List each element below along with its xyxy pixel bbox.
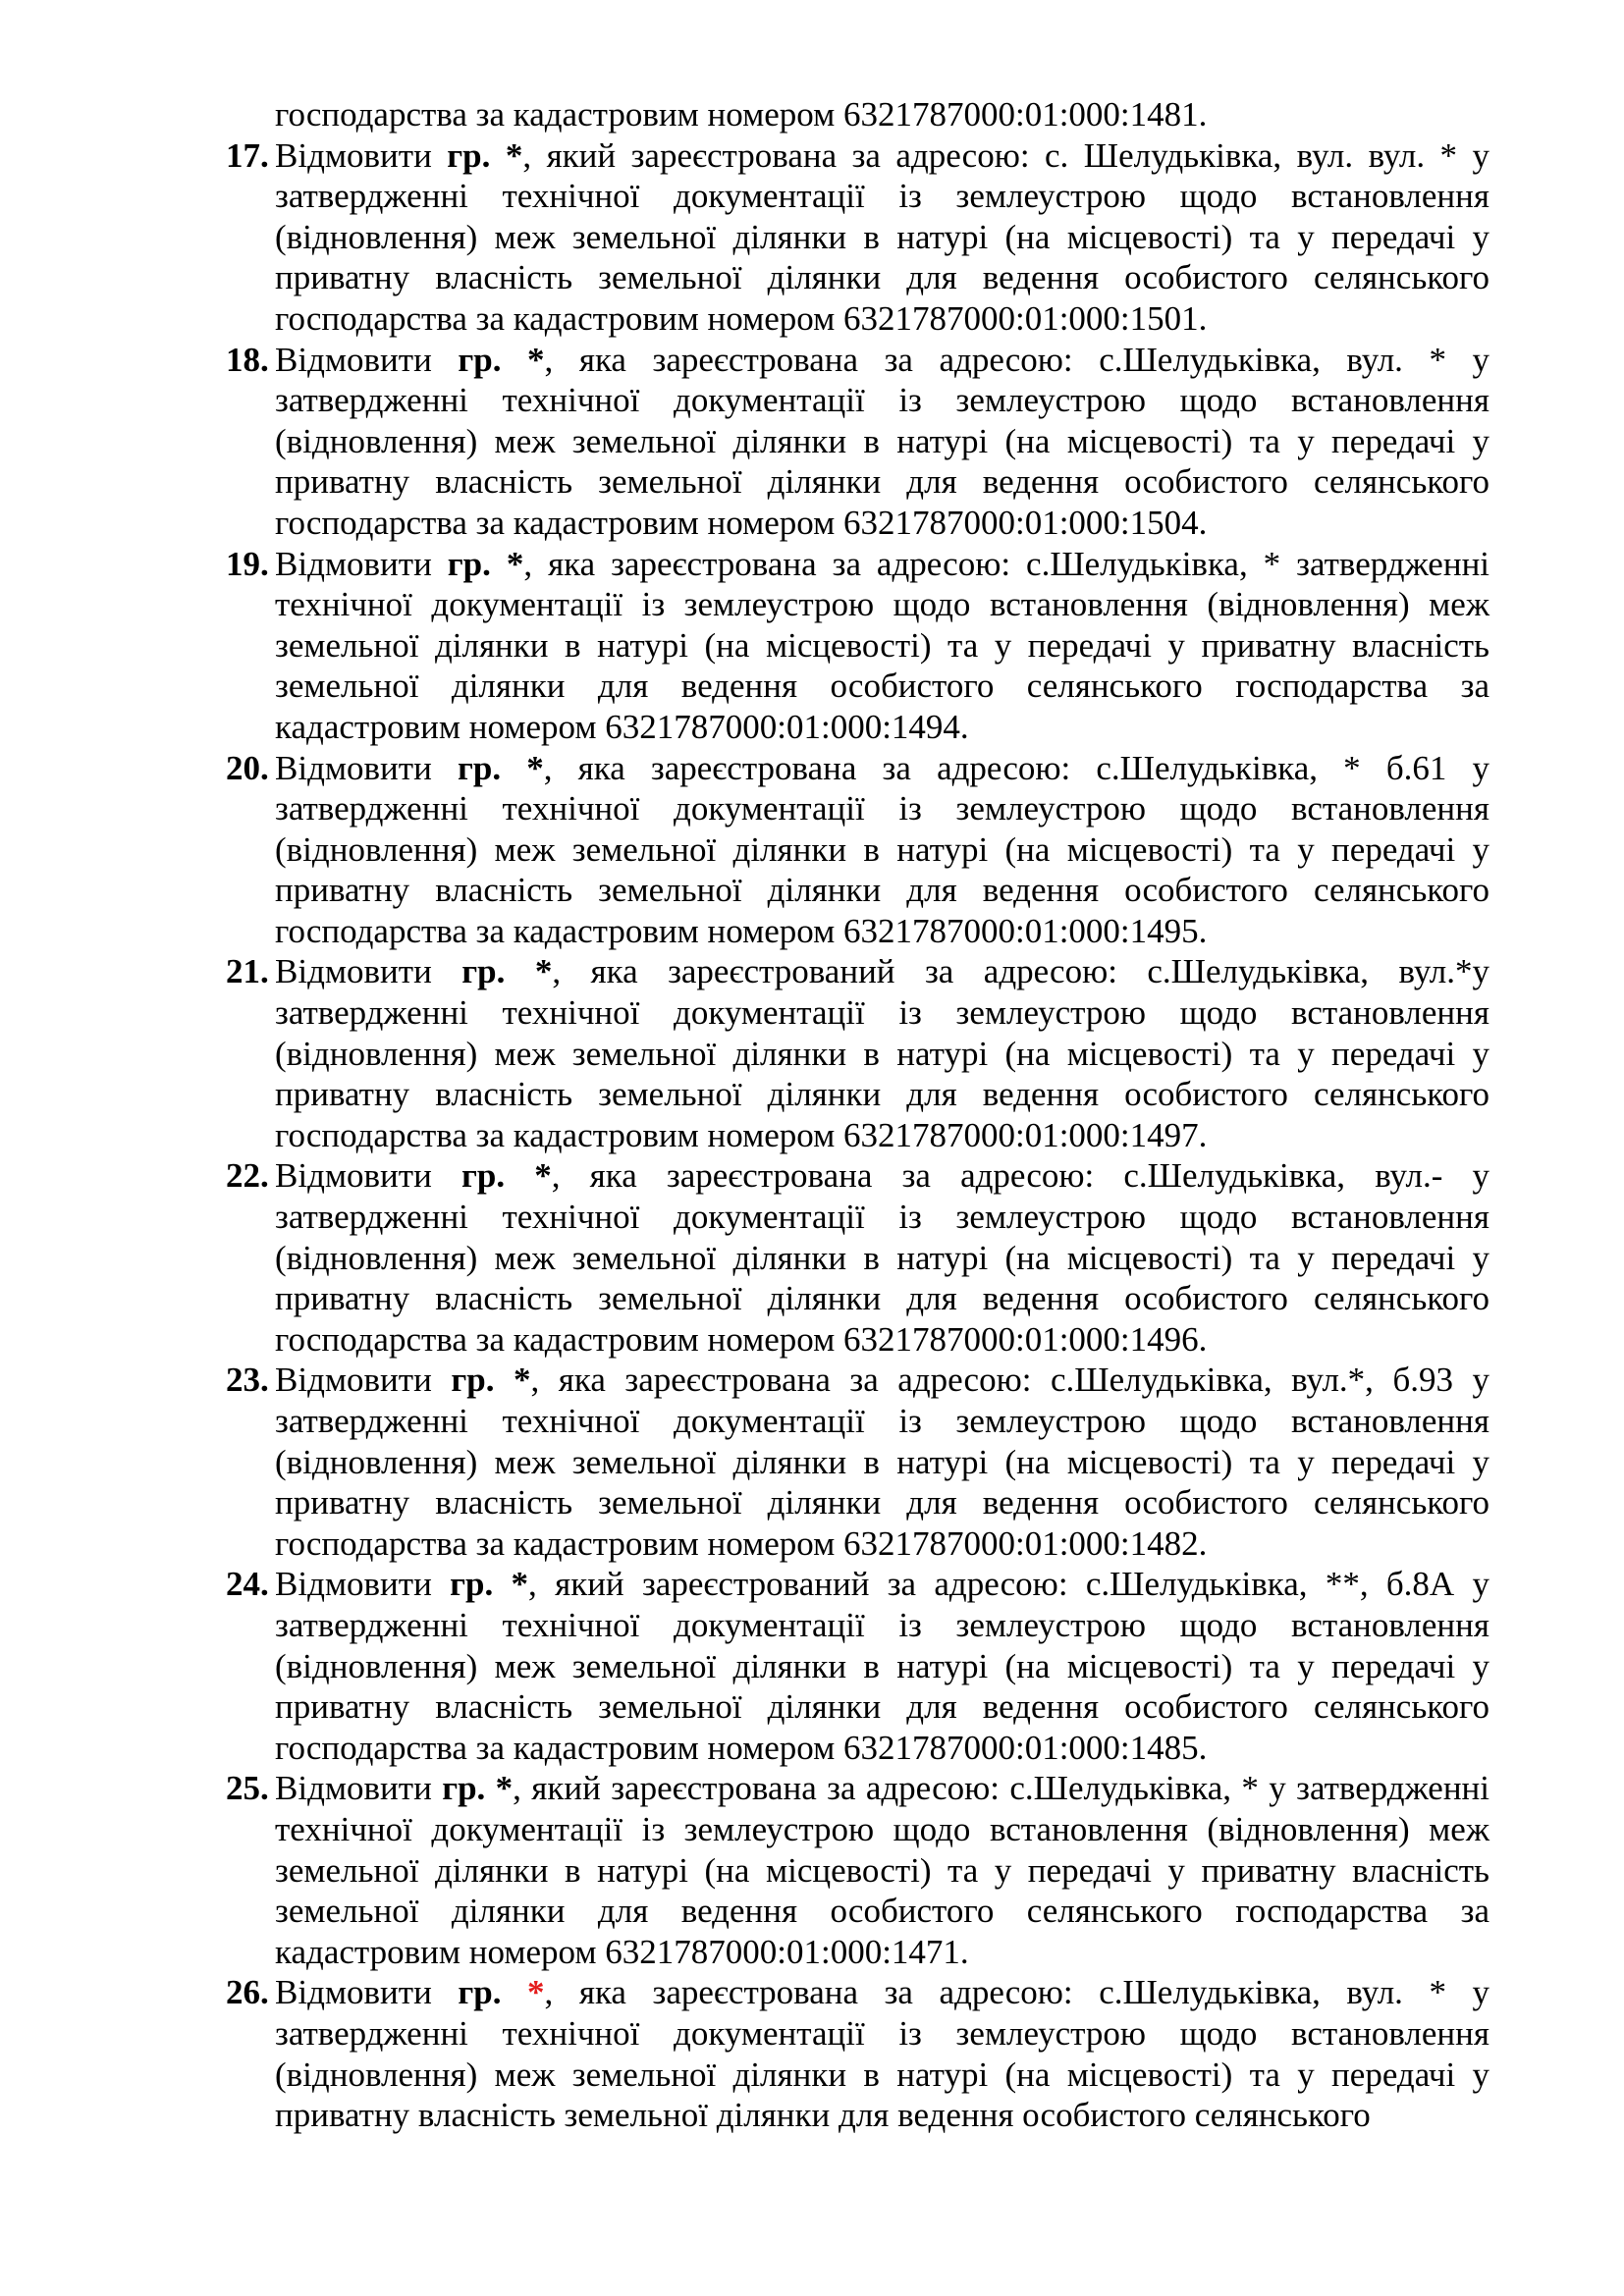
- item-number: 17.: [226, 135, 269, 175]
- item-number: 18.: [226, 340, 269, 379]
- list-item: [226, 1768, 1489, 1972]
- list-item: [226, 748, 1489, 952]
- item-verb: Відмовити: [275, 1361, 432, 1400]
- redacted-name: *: [534, 1156, 552, 1196]
- list-item: [226, 1360, 1489, 1564]
- redacted-name: *: [534, 952, 553, 991]
- list-item: [226, 544, 1489, 748]
- citizen-label: гр.: [460, 1156, 506, 1196]
- citizen-label: гр.: [458, 1973, 502, 2012]
- item-number: 26.: [226, 1973, 269, 2012]
- citizen-label: гр.: [447, 544, 491, 583]
- citizen-label: гр.: [458, 340, 502, 379]
- item-number: 19.: [226, 544, 269, 583]
- item-verb: Відмовити: [275, 1769, 432, 1808]
- list-item: [226, 1155, 1489, 1360]
- item-verb: Відмовити: [275, 748, 432, 787]
- citizen-label: гр.: [447, 135, 491, 175]
- item-text: , яка зареєстрована за адресою: с.Шелудьківка, вул. * у затвердженні технічної документації із землеустрою щодо встановлення (відновлення) меж земельної ділянки в натурі (на місцевості) та у передачі у приватну власність земельної ділянки для ведення особистого селянського: [275, 1973, 1490, 2135]
- citizen-label: гр.: [442, 1769, 486, 1808]
- item-number: 25.: [226, 1769, 269, 1808]
- item-number: 21.: [226, 952, 269, 991]
- item-verb: Відмовити: [275, 340, 432, 379]
- list-item: [226, 1972, 1489, 2135]
- redacted-name: *: [526, 748, 544, 787]
- item-number: 23.: [226, 1361, 269, 1400]
- item-number: 24.: [226, 1565, 269, 1604]
- item-text: , який зареєстрована за адресою: с. Шелудьківка, вул. вул. * у затвердженні технічної документації із землеустрою щодо встановлення (відновлення) меж земельної ділянки в натурі (на місцевості) та у передачі у приватну власність земельної ділянки для ведення особистого селянського господарства за кадастровим номером 6321787000:01:000:1501.: [275, 135, 1490, 338]
- citizen-label: гр.: [461, 952, 506, 991]
- item-text: , яка зареєстрований за адресою: с.Шелудьківка, вул.*у затвердженні технічної документації із землеустрою щодо встановлення (відновлення) меж земельної ділянки в натурі (на місцевості) та у передачі у приватну власність земельної ділянки для ведення особистого селянського господарства за кадастровим номером 6321787000:01:000:1497.: [275, 952, 1490, 1154]
- item-text: , яка зареєстрована за адресою: с.Шелудьківка, * затвердженні технічної документації із землеустрою щодо встановлення (відновлення) меж земельної ділянки в натурі (на місцевості) та у передачі у приватну власність земельної ділянки для ведення особистого селянського господарства за кадастровим номером 6321787000:01:000:1494.: [275, 544, 1490, 746]
- item-text: , яка зареєстрована за адресою: с.Шелудьківка, * б.61 у затвердженні технічної документації із землеустрою щодо встановлення (відновлення) меж земельної ділянки в натурі (на місцевості) та у передачі у приватну власність земельної ділянки для ведення особистого селянського господарства за кадастровим номером 6321787000:01:000:1495.: [275, 748, 1490, 950]
- continued-paragraph: господарства за кадастровим номером 6321787000:01:000:1481.: [275, 95, 1208, 133]
- item-verb: Відмовити: [275, 135, 432, 175]
- item-text: , який зареєстрована за адресою: с.Шелудьківка, * у затвердженні технічної документації із землеустрою щодо встановлення (відновлення) меж земельної ділянки в натурі (на місцевості) та у передачі у приватну власність земельної ділянки для ведення особистого селянського господарства за кадастровим номером 6321787000:01:000:1471.: [275, 1769, 1490, 1971]
- list-item: [226, 951, 1489, 1155]
- item-number: 22.: [226, 1156, 269, 1196]
- item-text: , який зареєстрований за адресою: с.Шелудьківка, **, б.8А у затвердженні технічної документації із землеустрою щодо встановлення (відновлення) меж земельної ділянки в натурі (на місцевості) та у передачі у приватну власність земельної ділянки для ведення особистого селянського господарства за кадастровим номером 6321787000:01:000:1485.: [275, 1565, 1490, 1767]
- item-verb: Відмовити: [275, 952, 432, 991]
- redacted-name: *: [527, 1973, 545, 2012]
- list-item: [226, 1564, 1489, 1768]
- redacted-name: *: [513, 1361, 531, 1400]
- list-item: [226, 135, 1489, 340]
- item-text: , яка зареєстрована за адресою: с.Шелудьківка, вул. * у затвердженні технічної документації із землеустрою щодо встановлення (відновлення) меж земельної ділянки в натурі (на місцевості) та у передачі у приватну власність земельної ділянки для ведення особистого селянського господарства за кадастровим номером 6321787000:01:000:1504.: [275, 340, 1490, 542]
- redacted-name: *: [511, 1565, 529, 1604]
- list-item: [226, 340, 1489, 544]
- citizen-label: гр.: [457, 748, 502, 787]
- decision-list: [226, 135, 1489, 2136]
- redacted-name: *: [505, 135, 523, 175]
- redacted-name: *: [506, 544, 524, 583]
- redacted-name: *: [527, 340, 545, 379]
- redacted-name: *: [495, 1769, 514, 1808]
- item-verb: Відмовити: [275, 544, 432, 583]
- item-verb: Відмовити: [275, 1565, 432, 1604]
- item-text: , яка зареєстрована за адресою: с.Шелудьківка, вул.*, б.93 у затвердженні технічної документації із землеустрою щодо встановлення (відновлення) меж земельної ділянки в натурі (на місцевості) та у передачі у приватну власність земельної ділянки для ведення особистого селянського господарства за кадастровим номером 6321787000:01:000:1482.: [275, 1361, 1490, 1563]
- citizen-label: гр.: [451, 1361, 495, 1400]
- item-number: 20.: [226, 748, 269, 787]
- item-verb: Відмовити: [275, 1973, 432, 2012]
- citizen-label: гр.: [450, 1565, 494, 1604]
- item-text: , яка зареєстрована за адресою: с.Шелудьківка, вул.- у затвердженні технічної документації із землеустрою щодо встановлення (відновлення) меж земельної ділянки в натурі (на місцевості) та у передачі у приватну власність земельної ділянки для ведення особистого селянського господарства за кадастровим номером 6321787000:01:000:1496.: [275, 1156, 1490, 1359]
- item-verb: Відмовити: [275, 1156, 432, 1196]
- document-page: [226, 94, 1489, 2136]
